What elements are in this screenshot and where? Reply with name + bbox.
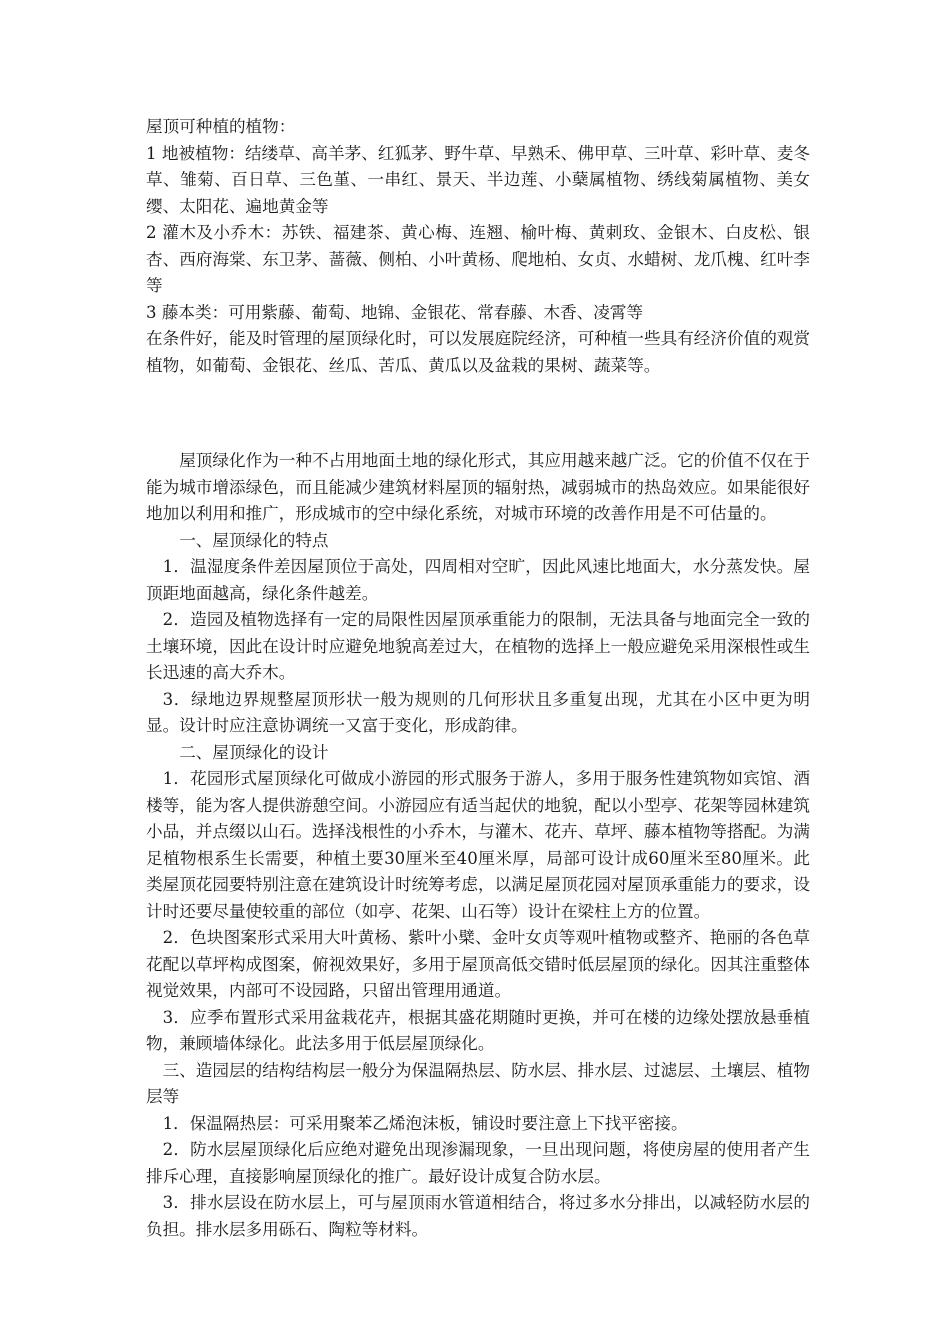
design-2: 2．色块图案形式采用大叶黄杨、紫叶小檗、金叶女贞等观叶植物或整齐、艳丽的各色草花配以草坪构成图案，俯视效果好，多用于屋顶高低交错时低层屋顶的绿化。因其注重整体视觉效果，内部可不设园路，只留出管理用通道。 xyxy=(146,928,810,1000)
ground-cover-plants: 1 地被植物：结缕草、高羊茅、红狐茅、野牛草、早熟禾、佛甲草、三叶草、彩叶草、麦冬草、雏菊、百日草、三色堇、一串红、景天、半边莲、小蘖属植物、绣线菊属植物、美女缨、太阳花、遍地黄金等 xyxy=(146,143,810,216)
intro-paragraph: 屋顶绿化作为一种不占用地面土地的绿化形式，其应用越来越广泛。它的价值不仅在于能为城市增添绿色，而且能减少建筑材料屋顶的辐射热，减弱城市的热岛效应。如果能很好地加以利用和推广，形成城市的空中绿化系统，对城市环境的改善作用是不可估量的。 xyxy=(146,451,810,523)
feature-3: 3．绿地边界规整屋顶形状一般为规则的几何形状且多重复出现，尤其在小区中更为明显。设计时应注意协调统一又富于变化，形成韵律。 xyxy=(146,689,810,735)
heading-design: 二、屋顶绿化的设计 xyxy=(179,742,329,762)
structure-3: 3．排水层设在防水层上，可与屋顶雨水管道相结合，将过多水分排出，以减轻防水层的负担。排水层多用砾石、陶粒等材料。 xyxy=(146,1193,810,1239)
heading-features: 一、屋顶绿化的特点 xyxy=(179,530,329,550)
vine-plants: 3 藤本类：可用紫藤、葡萄、地锦、金银花、常春藤、木香、凌霄等 xyxy=(146,302,644,322)
plants-heading: 屋顶可种植的植物： xyxy=(146,117,296,136)
design-1: 1．花园形式屋顶绿化可做成小游园的形式服务于游人，多用于服务性建筑物如宾馆、酒楼等，能为客人提供游憩空间。小游园应有适当起伏的地貌，配以小型亭、花架等园林建筑小品，并点缀以山石。选择浅根性的小乔木，与灌木、花卉、草坪、藤本植物等搭配。为满足植物根系生长需要，种植土要30厘米至40厘米厚，局部可设计成60厘米至80厘米。此类屋顶花园要特别注意在建筑设计时统筹考虑，以满足屋顶花园对屋顶承重能力的要求，设计时还要尽量使较重的部位（如亭、花架、山石等）设计在梁柱上方的位置。 xyxy=(146,769,810,921)
document-body xyxy=(146,114,810,1243)
feature-1: 1．温湿度条件差因屋顶位于高处，四周相对空旷，因此风速比地面大，水分蒸发快。屋顶距地面越高，绿化条件越差。 xyxy=(146,557,810,603)
design-3: 3．应季布置形式采用盆栽花卉，根据其盛花期随时更换，并可在楼的边缘处摆放悬垂植物，兼顾墙体绿化。此法多用于低层屋顶绿化。 xyxy=(146,1007,810,1053)
structure-1: 1．保温隔热层：可采用聚苯乙烯泡沫板，铺设时要注意上下找平密接。 xyxy=(162,1113,688,1133)
shrubs-small-trees: 2 灌木及小乔木：苏铁、福建茶、黄心梅、连翘、榆叶梅、黄刺玫、金银木、白皮松、银杏、西府海棠、东卫茅、蔷薇、侧柏、小叶黄杨、爬地柏、女贞、水蜡树、龙爪槐、红叶李等 xyxy=(146,223,810,295)
heading-structure: 三、造园层的结构结构层一般分为保温隔热层、防水层、排水层、过滤层、土壤层、植物层等 xyxy=(146,1060,810,1106)
section-gap xyxy=(146,379,810,448)
feature-2: 2．造园及植物选择有一定的局限性因屋顶承重能力的限制，无法具备与地面完全一致的土壤环境，因此在设计时应避免地貌高差过大，在植物的选择上一般应避免采用深根性或生长迅速的高大乔木。 xyxy=(146,610,810,682)
economic-plants-note: 在条件好，能及时管理的屋顶绿化时，可以发展庭院经济，可种植一些具有经济价值的观赏植物，如葡萄、金银花、丝瓜、苦瓜、黄瓜以及盆栽的果树、蔬菜等。 xyxy=(146,329,810,375)
structure-2: 2．防水层屋顶绿化后应绝对避免出现渗漏现象，一旦出现问题，将使房屋的使用者产生排斥心理，直接影响屋顶绿化的推广。最好设计成复合防水层。 xyxy=(146,1140,810,1186)
